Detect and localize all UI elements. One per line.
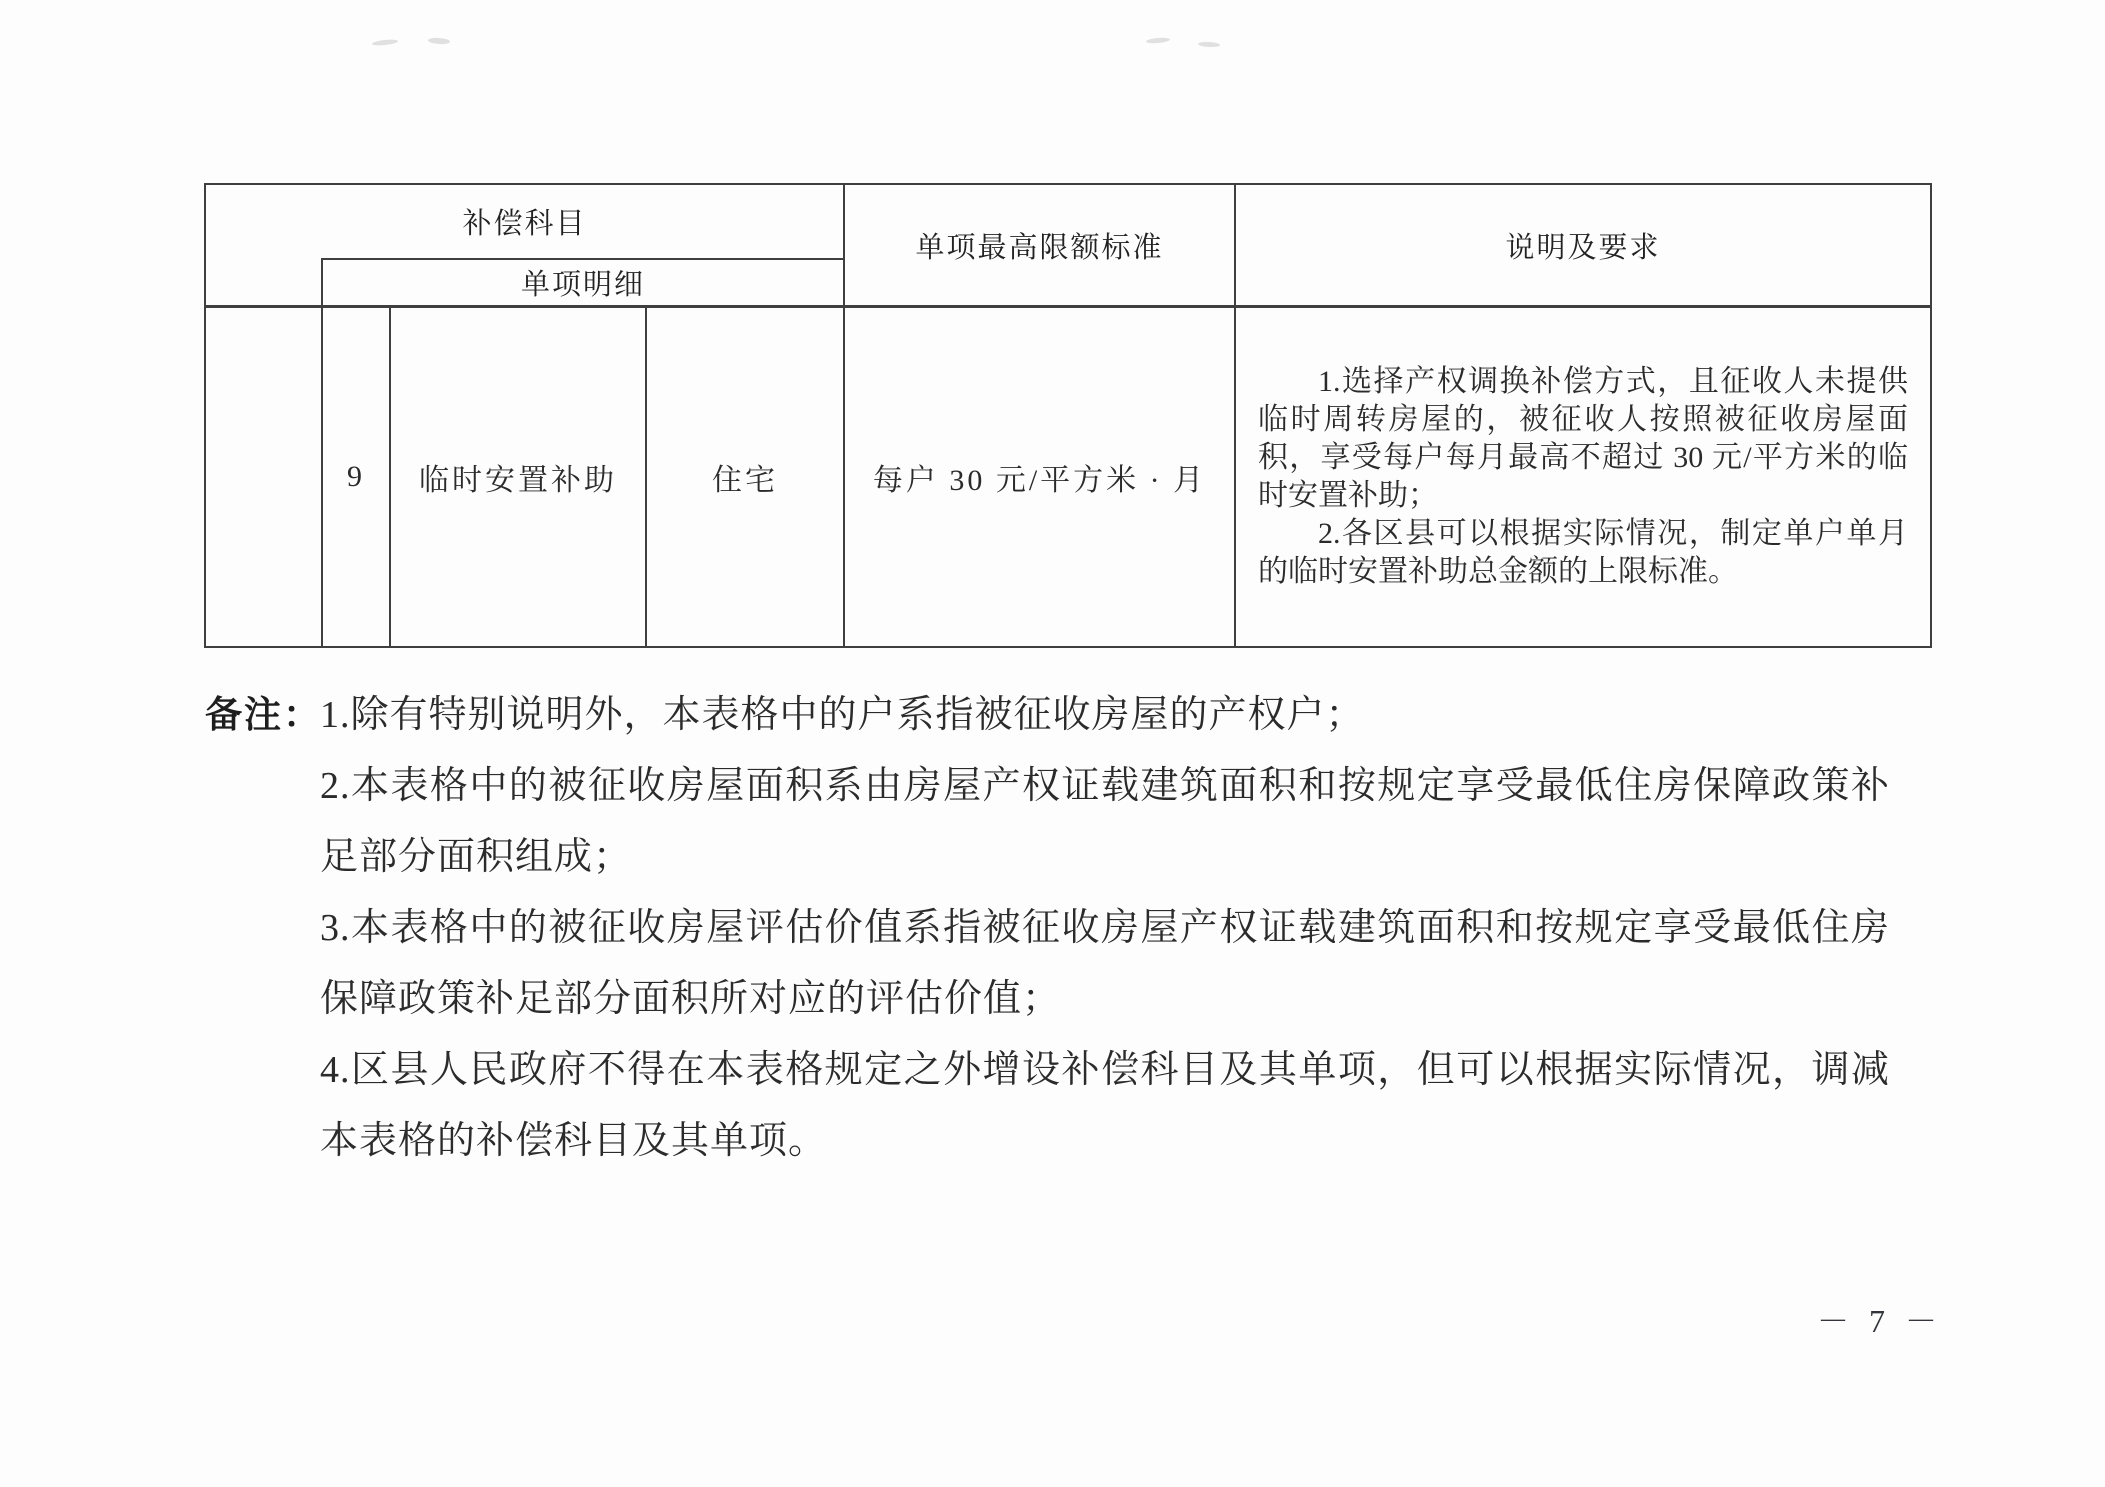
scan-smudge bbox=[372, 39, 398, 47]
explanation-paragraph-1: 1.选择产权调换补偿方式，且征收人未提供临时周转房屋的，被征收人按照被征收房屋面积，享受每户每月最高不超过 30 元/平方米的临时安置补助； bbox=[1258, 365, 1908, 512]
note-item-3: 3.本表格中的被征收房屋评估价值系指被征收房屋产权证载建筑面积和按规定享受最低住房保障政策补足部分面积所对应的评估价值； bbox=[320, 907, 1890, 1020]
compensation-table bbox=[204, 183, 1932, 648]
header-compensation-subject: 补偿科目 bbox=[462, 208, 587, 240]
page-number: － 7 － bbox=[1816, 1303, 1943, 1339]
note-item-4: 4.区县人民政府不得在本表格规定之外增设补偿科目及其单项，但可以根据实际情况，调减本表格的补偿科目及其单项。 bbox=[320, 1049, 1890, 1162]
explanation-paragraph-2: 2.各区县可以根据实际情况，制定单户单月的临时安置补助总金额的上限标准。 bbox=[1258, 517, 1908, 588]
note-item-1: 1.除有特别说明外，本表格中的户系指被征收房屋的产权户； bbox=[320, 694, 1365, 736]
scan-smudge bbox=[1146, 37, 1170, 44]
header-explanation-requirements: 说明及要求 bbox=[1505, 231, 1661, 264]
header-item-detail: 单项明细 bbox=[520, 269, 645, 301]
notes-label: 备注： bbox=[205, 694, 322, 735]
scan-smudge bbox=[428, 37, 450, 45]
note-item-2: 2.本表格中的被征收房屋面积系由房屋产权证载建筑面积和按规定享受最低住房保障政策补足部分面积组成； bbox=[320, 765, 1890, 878]
scan-smudge bbox=[1198, 41, 1220, 47]
header-max-limit-standard: 单项最高限额标准 bbox=[915, 231, 1164, 264]
notes-list bbox=[320, 680, 1890, 1177]
row-index-cell: 9 bbox=[347, 460, 365, 493]
row-category-cell: 住宅 bbox=[712, 464, 778, 497]
row-explanation-cell bbox=[1236, 308, 1930, 646]
row-item-cell: 临时安置补助 bbox=[419, 464, 617, 497]
row-standard-cell: 每户 30 元/平方米 · 月 bbox=[872, 464, 1207, 497]
